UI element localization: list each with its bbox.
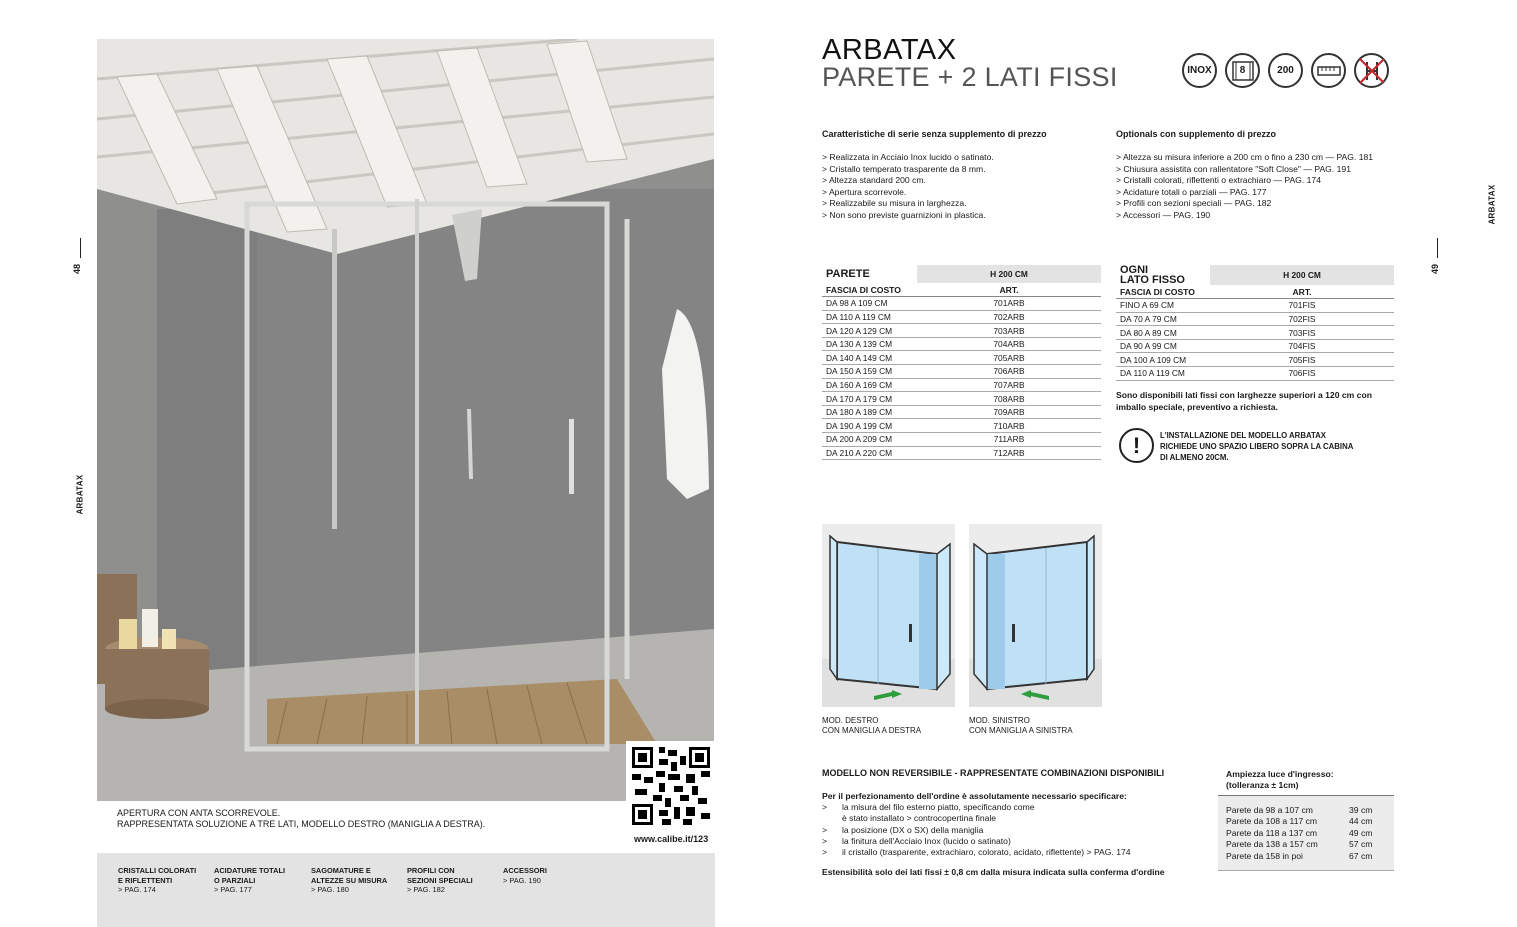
table-row [822, 392, 1101, 406]
glass-8mm-icon [1225, 53, 1260, 88]
table-row [1116, 339, 1394, 353]
ampiezza-title-line: (tolleranza ± 1cm) [1226, 780, 1299, 790]
footer-item-sagomature[interactable] [311, 866, 387, 895]
ampiezza-row-value: 39 cm [1349, 805, 1373, 815]
features-title: Caratteristiche di serie senza supplemento di prezzo [822, 129, 1047, 139]
icon-label: INOX [1187, 65, 1212, 76]
caption-line: RAPPRESENTATA SOLUZIONE A TRE LATI, MODELLO DESTRO (MANIGLIA A DESTRA). [117, 819, 486, 829]
table-cell-range: DA 90 A 99 CM [1116, 339, 1210, 353]
table-row [822, 310, 1101, 324]
table-cell-range: DA 150 A 159 CM [822, 365, 917, 379]
table-row [1116, 353, 1394, 367]
table-cell-range: DA 170 A 179 CM [822, 392, 917, 406]
footer-title: SEZIONI SPECIALI [407, 875, 473, 885]
ampiezza-row-label: Parete da 158 in poi [1226, 851, 1303, 861]
table-height-header: H 200 CM [917, 265, 1101, 283]
warning-line: RICHIEDE UNO SPAZIO LIBERO SOPRA LA CABINA [1160, 442, 1354, 451]
table-cell-article: 704FIS [1210, 339, 1394, 353]
warning-icon: ! [1119, 428, 1154, 463]
estensibilita-note: Estensibilità solo dei lati fissi ± 0,8 cm dalla misura indicata sulla conferma d'ordine [822, 867, 1165, 877]
list-item: > Chiusura assistita con rallentatore "Soft Close" — PAG. 191 [1116, 164, 1373, 176]
icon-label: 200 [1277, 65, 1294, 76]
table-cell-article: 710ARB [917, 419, 1101, 433]
table-row [822, 419, 1101, 433]
page-rule [1437, 238, 1438, 258]
list-item: > Profili con sezioni speciali — PAG. 182 [1116, 198, 1373, 210]
diagram-caption-left [969, 716, 1073, 736]
footer-ref: > PAG. 177 [214, 885, 252, 894]
footer-title: E RIFLETTENTI [118, 875, 173, 885]
table-cell-article: 708ARB [917, 392, 1101, 406]
installation-warning [1160, 430, 1353, 463]
table-cell-range: DA 210 A 220 CM [822, 446, 917, 460]
shower-photo [97, 39, 714, 801]
table-heading-line: OGNI [1120, 264, 1149, 276]
price-table-parete [822, 265, 1101, 460]
table-cell-article: 701ARB [917, 297, 1101, 311]
list-item: > Apertura scorrevole. [822, 187, 994, 199]
table-cell-range: DA 70 A 79 CM [1116, 312, 1210, 326]
availability-note [1116, 390, 1372, 413]
caption-line: MOD. SINISTRO [969, 716, 1030, 725]
list-item: > Cristalli colorati, riflettenti o extrachiaro — PAG. 174 [1116, 175, 1373, 187]
table-row [822, 351, 1101, 365]
spec-line: > la misura del filo esterno piatto, specificando come [842, 802, 1035, 812]
page-number-left: 48 [72, 263, 83, 275]
ampiezza-row-label: Parete da 138 a 157 cm [1226, 839, 1318, 849]
table-row [822, 365, 1101, 379]
footer-title: CRISTALLI COLORATI [118, 866, 197, 875]
height-200-icon [1268, 53, 1303, 88]
ampiezza-title [1226, 769, 1334, 791]
photo-caption [117, 808, 485, 830]
table-cell-article: 704ARB [917, 337, 1101, 351]
table-heading-line: LATO FISSO [1120, 274, 1185, 286]
icon-label: 8 [1239, 65, 1246, 76]
table-row [822, 433, 1101, 447]
table-cell-range: DA 140 A 149 CM [822, 351, 917, 365]
table-cell-range: DA 80 A 89 CM [1116, 326, 1210, 340]
table-cell-range: DA 98 A 109 CM [822, 297, 917, 311]
footer-title: ACIDATURE TOTALI [214, 866, 286, 875]
list-item: > Altezza su misura inferiore a 200 cm o fino a 230 cm — PAG. 181 [1116, 152, 1373, 164]
footer-title: ALTEZZE SU MISURA [311, 875, 388, 885]
table-cell-article: 709ARB [917, 405, 1101, 419]
table-row [1116, 299, 1394, 313]
footer-item-acidature[interactable] [214, 866, 285, 895]
footer-title: O PARZIALI [214, 875, 256, 885]
table-cell-range: DA 130 A 139 CM [822, 337, 917, 351]
list-item: > la finitura dell'Acciaio Inox (lucido o satinato) [822, 836, 1131, 847]
table-row [1116, 312, 1394, 326]
spec-title: Per il perfezionamento dell'ordine è assolutamente necessario specificare: [822, 791, 1127, 801]
table-heading [1116, 265, 1210, 285]
ampiezza-row-value: 44 cm [1349, 816, 1373, 826]
caption-line: APERTURA CON ANTA SCORREVOLE. [117, 808, 281, 818]
table-body [822, 297, 1101, 460]
footer-ref: > PAG. 174 [118, 885, 156, 894]
table-body [1116, 299, 1394, 381]
footer-item-cristalli[interactable] [118, 866, 196, 895]
table-cell-article: 701FIS [1210, 299, 1394, 313]
note-line: imballo speciale, preventivo a richiesta. [1116, 401, 1278, 412]
table-cell-article: 707ARB [917, 378, 1101, 392]
page-number-right: 49 [1430, 263, 1441, 275]
table-row [822, 378, 1101, 392]
table-cell-article: 703FIS [1210, 326, 1394, 340]
diagram-right-handle [822, 524, 955, 707]
diagram-left-handle [969, 524, 1102, 707]
table-cell-article: 703ARB [917, 324, 1101, 338]
table-cell-range: DA 110 A 119 CM [822, 310, 917, 324]
table-cell-range: DA 100 A 109 CM [1116, 353, 1210, 367]
footer-ref: > PAG. 182 [407, 885, 445, 894]
table-col-header: FASCIA DI COSTO [1116, 285, 1210, 299]
features-list [822, 152, 994, 221]
footer-title: ACCESSORI [503, 866, 547, 875]
footer-item-accessori[interactable] [503, 866, 547, 885]
no-reversible-icon [1354, 53, 1389, 88]
table-cell-article: 706ARB [917, 365, 1101, 379]
table-cell-range: DA 180 A 189 CM [822, 405, 917, 419]
qr-url[interactable]: www.calibe.it/123 [634, 834, 709, 844]
table-cell-range: FINO A 69 CM [1116, 299, 1210, 313]
footer-item-profili[interactable] [407, 866, 473, 895]
table-cell-range: DA 120 A 129 CM [822, 324, 917, 338]
list-item: > Non sono previste guarnizioni in plastica. [822, 210, 994, 222]
warning-line: DI ALMENO 20CM. [1160, 453, 1229, 462]
side-label-right: ARBATAX [1487, 184, 1497, 225]
ampiezza-row-label: Parete da 108 a 117 cm [1226, 816, 1318, 826]
list-item: > Accessori — PAG. 190 [1116, 210, 1373, 222]
table-cell-article: 711ARB [917, 433, 1101, 447]
optionals-title: Optionals con supplemento di prezzo [1116, 129, 1277, 139]
list-item: > Realizzata in Acciaio Inox lucido o satinato. [822, 152, 994, 164]
page-title: ARBATAX [822, 34, 957, 66]
table-row [1116, 326, 1394, 340]
list-item: > Altezza standard 200 cm. [822, 175, 994, 187]
list-item: > Cristallo temperato trasparente da 8 mm. [822, 164, 994, 176]
ampiezza-row-label: Parete da 118 a 137 cm [1226, 828, 1318, 838]
footer-ref: > PAG. 190 [503, 875, 541, 885]
price-table-lato-fisso [1116, 265, 1394, 381]
note-line: Sono disponibili lati fissi con larghezze superiori a 120 cm con [1116, 390, 1372, 400]
caption-line: CON MANIGLIA A DESTRA [822, 726, 922, 735]
inox-icon [1182, 53, 1217, 88]
table-row [822, 446, 1101, 460]
list-item [822, 802, 1131, 825]
table-cell-range: DA 200 A 209 CM [822, 433, 917, 447]
footer-title: SAGOMATURE E [311, 866, 371, 875]
list-item: > Realizzabile su misura in larghezza. [822, 198, 994, 210]
table-row [822, 324, 1101, 338]
table-row [822, 405, 1101, 419]
ampiezza-row-value: 49 cm [1349, 828, 1373, 838]
ampiezza-row-value: 67 cm [1349, 851, 1373, 861]
table-row [822, 337, 1101, 351]
table-cell-range: DA 190 A 199 CM [822, 419, 917, 433]
table-col-header: ART. [917, 283, 1101, 297]
warning-line: L'INSTALLAZIONE DEL MODELLO ARBATAX [1160, 431, 1327, 440]
spec-list [822, 802, 1131, 858]
ampiezza-row-value: 57 cm [1349, 839, 1373, 849]
table-cell-article: 705FIS [1210, 353, 1394, 367]
table-col-header: ART. [1210, 285, 1394, 299]
ampiezza-title-line: Ampiezza luce d'ingresso: [1226, 769, 1334, 779]
table-cell-article: 712ARB [917, 446, 1101, 460]
table-cell-range: DA 160 A 169 CM [822, 378, 917, 392]
side-label-left: ARBATAX [75, 474, 85, 515]
table-height-header: H 200 CM [1210, 265, 1394, 285]
table-col-header: FASCIA DI COSTO [822, 283, 917, 297]
feature-icons [1182, 53, 1389, 89]
table-cell-article: 702FIS [1210, 312, 1394, 326]
caption-line: MOD. DESTRO [822, 716, 879, 725]
table-row [822, 297, 1101, 311]
footer-title: PROFILI CON [407, 866, 455, 875]
list-item: > Acidature totali o parziali — PAG. 177 [1116, 187, 1373, 199]
custom-width-icon [1311, 53, 1346, 88]
spec-line-cont: è stato installato > controcopertina finale [842, 813, 997, 824]
table-row [1116, 367, 1394, 381]
footer-ref: > PAG. 180 [311, 885, 349, 894]
list-item: > il cristallo (trasparente, extrachiaro, colorato, acidato, riflettente) > PAG. 174 [822, 847, 1131, 858]
list-item: > la posizione (DX o SX) della maniglia [822, 825, 1131, 836]
page-rule [80, 238, 81, 258]
optionals-list [1116, 152, 1373, 221]
diagram-caption-right [822, 716, 921, 736]
table-cell-article: 706FIS [1210, 367, 1394, 381]
table-heading: PARETE [826, 268, 870, 280]
table-cell-article: 702ARB [917, 310, 1101, 324]
non-reversible-heading: MODELLO NON REVERSIBILE - RAPPRESENTATE COMBINAZIONI DISPONIBILI [822, 768, 1165, 778]
ampiezza-row-label: Parete da 98 a 107 cm [1226, 805, 1313, 815]
table-cell-article: 705ARB [917, 351, 1101, 365]
caption-line: CON MANIGLIA A SINISTRA [969, 726, 1073, 735]
table-cell-range: DA 110 A 119 CM [1116, 367, 1210, 381]
page-subtitle: PARETE + 2 LATI FISSI [822, 62, 1118, 92]
